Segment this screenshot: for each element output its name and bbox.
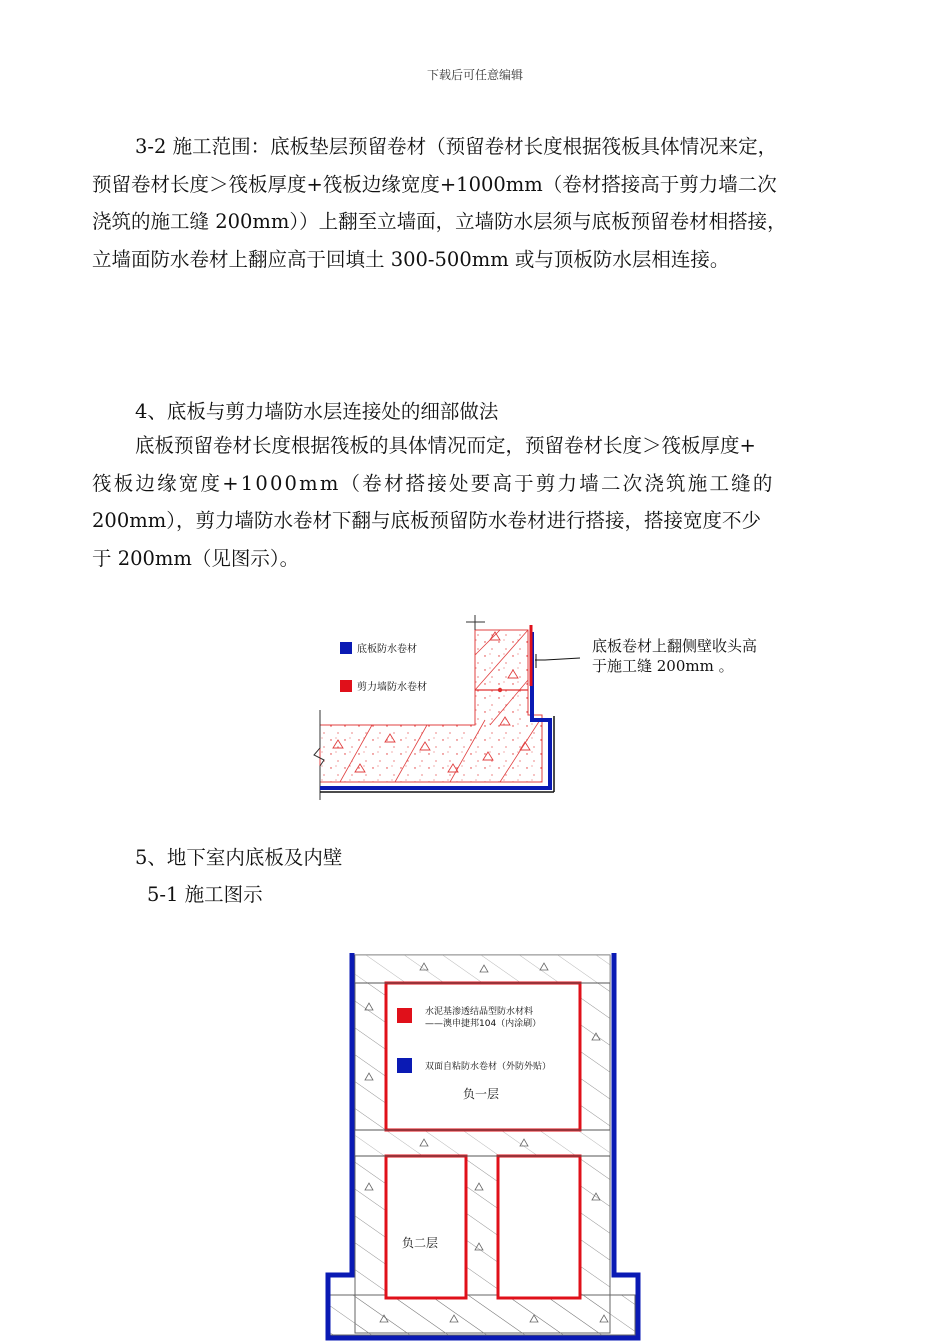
joint-dot xyxy=(498,688,502,692)
joint-note-line-1: 底板卷材上翻侧壁收头高 xyxy=(592,637,758,655)
sec4-line-4: 于 200mm（见图示）。 xyxy=(92,546,300,570)
concrete-body xyxy=(320,630,542,782)
page-header: 下载后可任意编辑 xyxy=(426,68,523,82)
fig2-legend-blue-label: 双面自粘防水卷材（外防外贴） xyxy=(425,1062,552,1072)
legend-blue-label: 底板防水卷材 xyxy=(357,644,417,655)
room-b2-left xyxy=(386,1156,466,1298)
note-leader-line xyxy=(535,658,580,660)
legend-blue-swatch xyxy=(340,642,352,654)
floor-b1-label: 负一层 xyxy=(463,1087,500,1101)
room-b1 xyxy=(386,983,580,1130)
fig2-legend-red-line1: 水泥基渗透结晶型防水材料 xyxy=(425,1007,534,1017)
floor-b2-label: 负二层 xyxy=(402,1236,439,1250)
basement-section-figure xyxy=(320,950,650,1344)
room-b2-right xyxy=(498,1156,580,1298)
section-5-title: 5、地下室内底板及内壁 xyxy=(135,846,343,869)
section-3-2-paragraph xyxy=(92,128,872,278)
sec32-line-1: 3-2 施工范围：底板垫层预留卷材（预留卷材长度根据筏板具体情况来定， xyxy=(135,135,778,158)
sec32-line-3: 浇筑的施工缝 200mm））上翻至立墙面，立墙防水层须与底板预留卷材相搭接， xyxy=(92,210,787,233)
joint-note xyxy=(592,636,757,676)
sec4-line-2: 筏板边缘宽度+1000mm（卷材搭接处要高于剪力墙二次浇筑施工缝的 xyxy=(92,471,775,495)
section-5-1-subtitle: 5-1 施工图示 xyxy=(147,883,263,906)
section-4-paragraph xyxy=(92,427,872,577)
sec4-line-3: 200mm），剪力墙防水卷材下翻与底板预留防水卷材进行搭接，搭接宽度不少 xyxy=(92,509,761,532)
sec32-line-4: 立墙面防水卷材上翻应高于回填土 300-500mm 或与顶板防水层相连接。 xyxy=(92,247,730,271)
joint-note-line-2: 于施工缝 200mm 。 xyxy=(592,657,734,675)
legend-red-label: 剪力墙防水卷材 xyxy=(357,682,427,693)
fig2-legend-blue-swatch xyxy=(397,1058,412,1073)
sec4-line-1: 底板预留卷材长度根据筏板的具体情况而定，预留卷材长度＞筏板厚度+ xyxy=(135,434,756,457)
section-4-title: 4、底板与剪力墙防水层连接处的细部做法 xyxy=(135,400,499,423)
fig2-legend-red-swatch xyxy=(397,1008,412,1023)
legend-red-swatch xyxy=(340,680,352,692)
fig2-legend-red-line2: ——澳申捷邦104（内涂刷） xyxy=(425,1019,542,1029)
sec32-line-2: 预留卷材长度＞筏板厚度+筏板边缘宽度+1000mm（卷材搭接高于剪力墙二次 xyxy=(92,172,777,196)
